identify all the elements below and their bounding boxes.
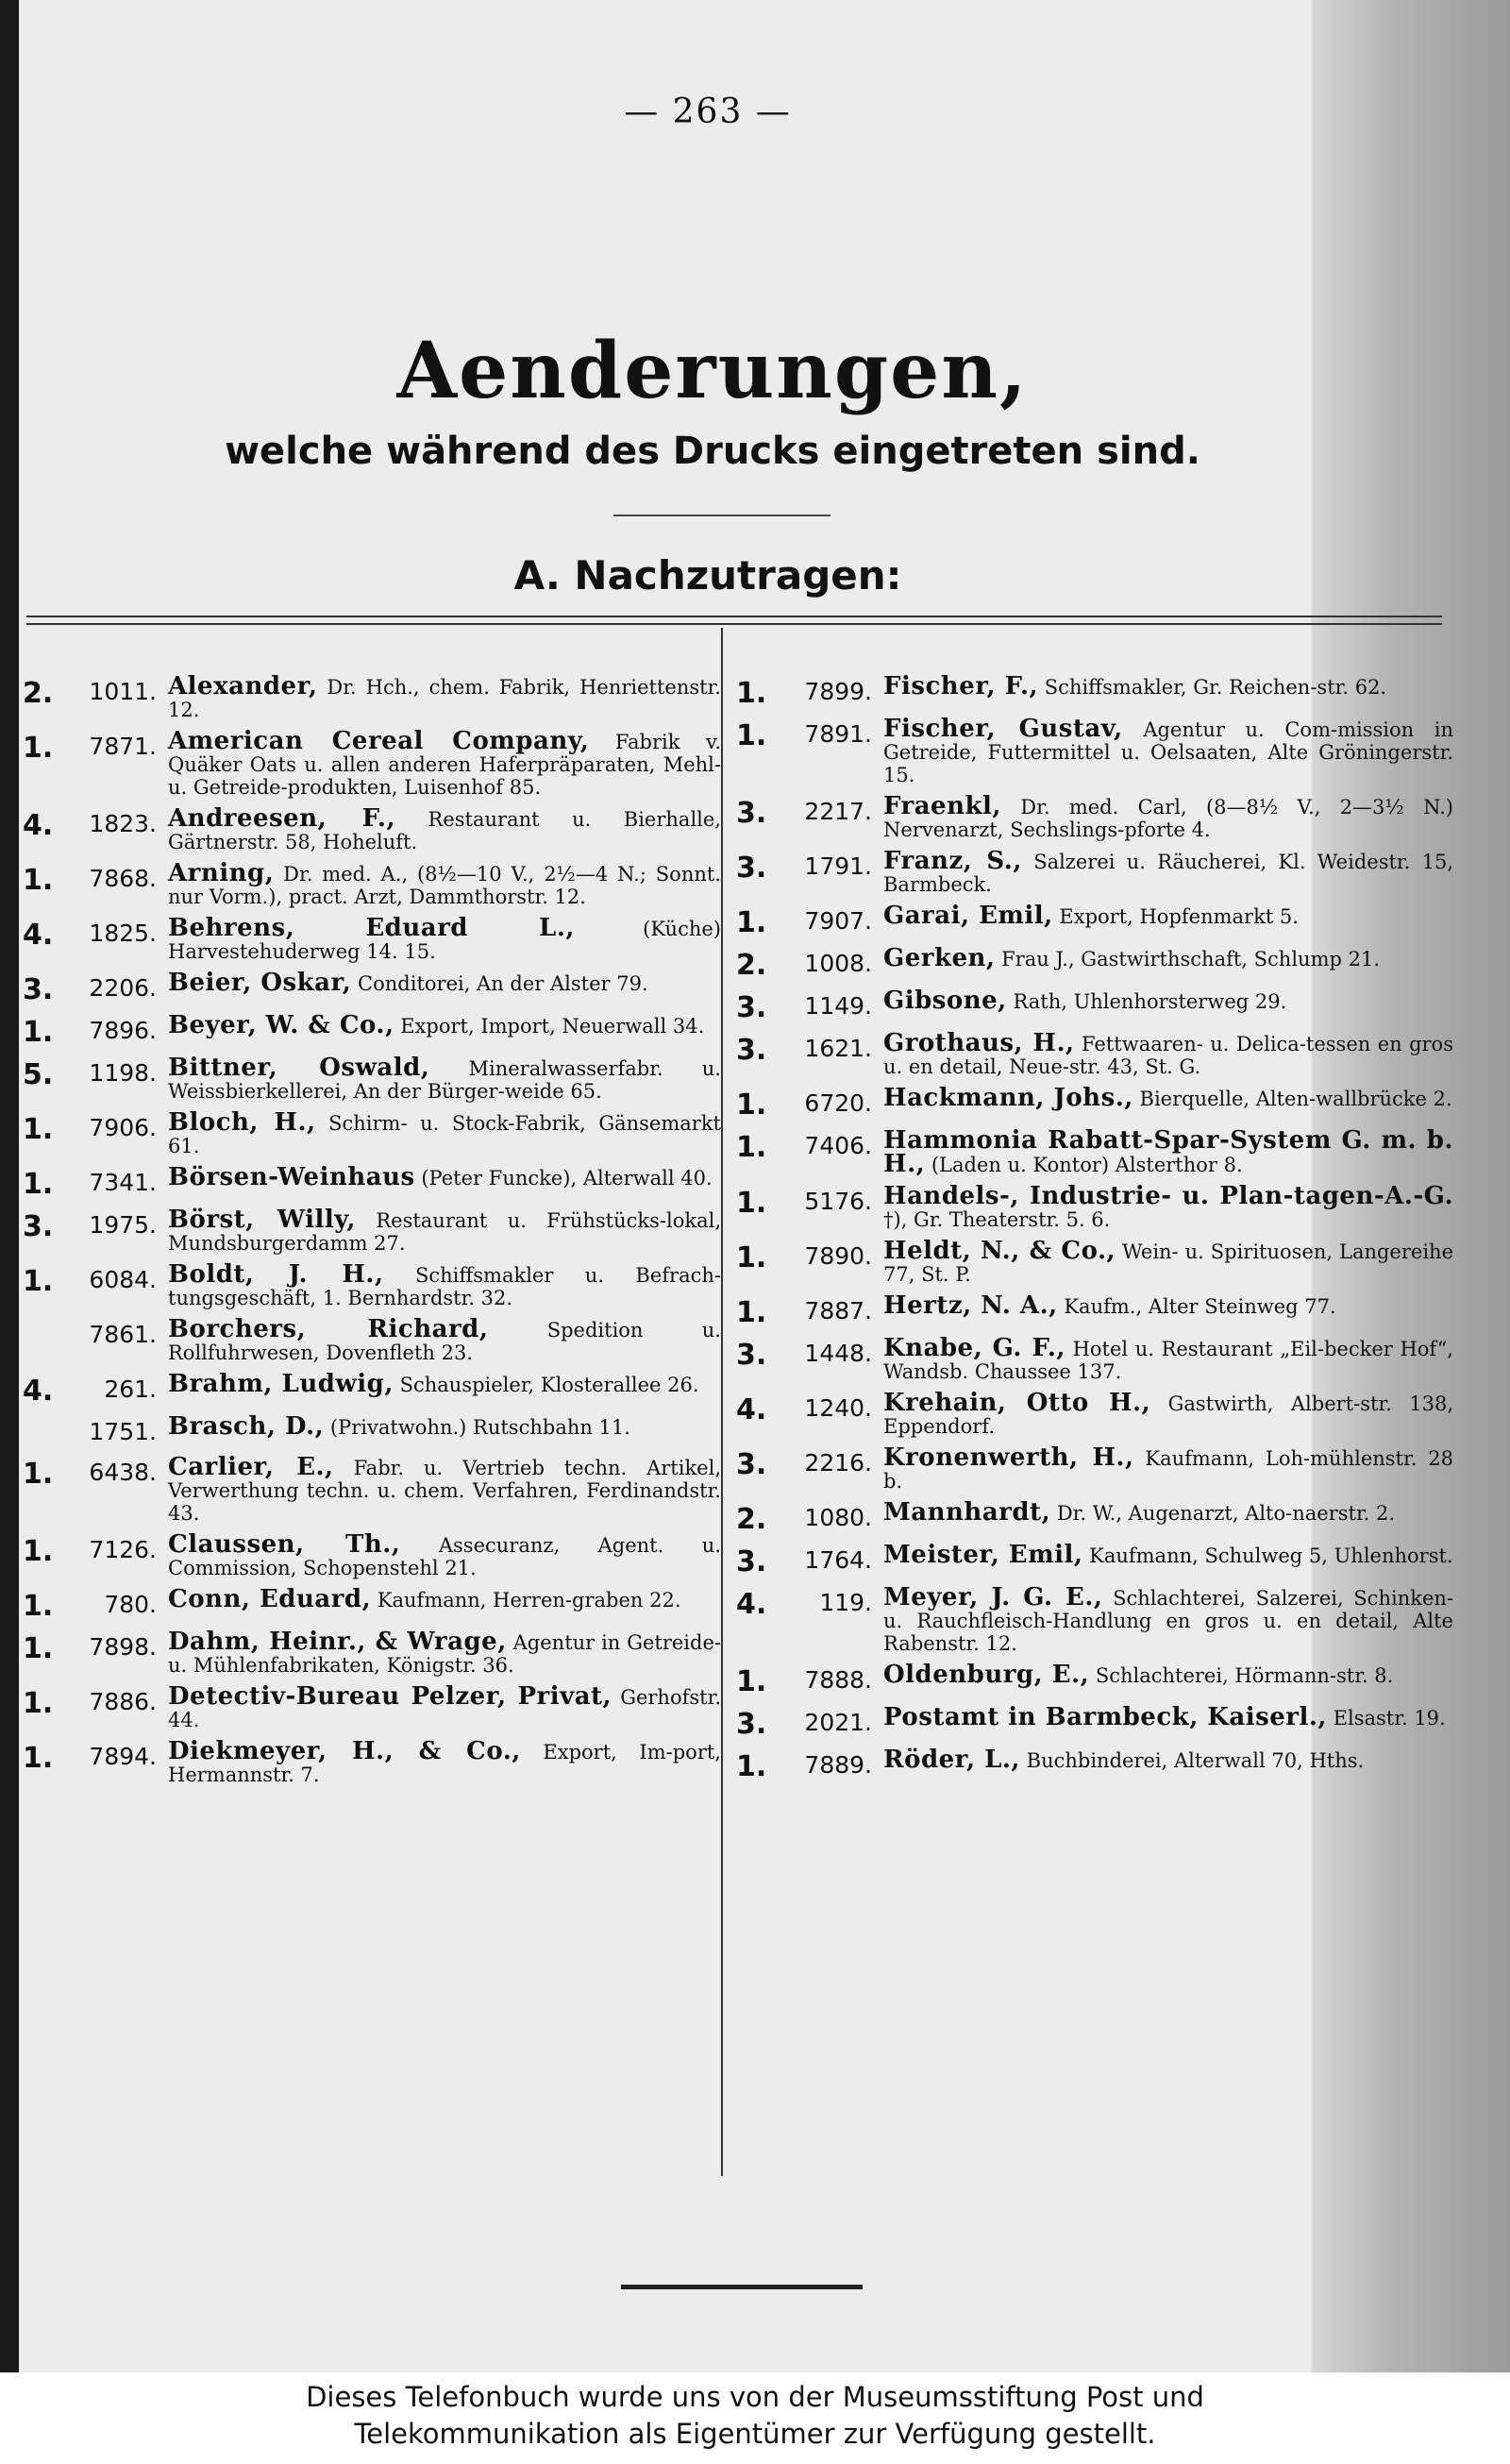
directory-entry: [736, 717, 1453, 786]
entry-text: [157, 1370, 721, 1398]
directory-entry: [23, 1260, 721, 1309]
entry-text: [872, 944, 1453, 972]
entry-exchange: 1.: [736, 1241, 767, 1274]
entry-text: [157, 1737, 721, 1786]
entry-number: 2206.: [89, 974, 157, 1002]
entry-number: 7861.: [89, 1321, 157, 1348]
entry-number: 1975.: [89, 1211, 157, 1239]
entry-text: [872, 1498, 1453, 1527]
entry-number: 7891.: [804, 720, 872, 748]
entry-text: [157, 1056, 721, 1103]
entry-exchange: 1.: [23, 1742, 54, 1775]
entry-details: (Laden u. Kontor) Alsterthor 8.: [931, 1154, 1243, 1176]
entry-number: 7896.: [89, 1017, 157, 1044]
directory-entry: [23, 1056, 721, 1103]
entry-text: [872, 1748, 1453, 1772]
entry-details: Schiffsmakler u. Befrach-tungsgeschäft, 1. Bernhardstr. 32.: [168, 1264, 721, 1309]
entry-name: Carlier, E.,: [168, 1453, 334, 1481]
entry-text: [157, 971, 721, 995]
entry-number: 261.: [104, 1375, 157, 1403]
entry-details: Gastwirth, Albert-str. 138, Eppendorf.: [883, 1392, 1453, 1438]
entry-exchange: 1.: [23, 1168, 54, 1201]
entry-name: Behrens, Eduard L.,: [168, 914, 575, 942]
entry-exchange: 3.: [23, 973, 54, 1006]
entry-exchange: 3.: [736, 1708, 767, 1741]
entry-name: Gerken,: [883, 944, 996, 972]
entry-number: 1751.: [89, 1418, 157, 1445]
directory-entry: [736, 792, 1453, 841]
entry-name: Franz, S.,: [883, 847, 1022, 875]
entry-number: 1621.: [804, 1035, 872, 1062]
entry-number: 1791.: [804, 852, 872, 880]
entry-text: [872, 672, 1453, 700]
directory-entry: [736, 1182, 1453, 1231]
entry-text: [157, 1208, 721, 1255]
entry-name: Börsen-Weinhaus: [168, 1163, 415, 1191]
directory-entry: [736, 1703, 1453, 1741]
entry-number: 7406.: [804, 1132, 872, 1159]
entry-exchange: 1.: [736, 906, 767, 939]
right-column: [736, 672, 1453, 1791]
entry-name: Alexander,: [168, 672, 318, 700]
entry-number: 7887.: [804, 1297, 872, 1325]
entry-exchange: 1.: [736, 1131, 767, 1164]
entry-details: Export, Hopfenmarkt 5.: [1059, 905, 1299, 928]
entry-text: [872, 989, 1453, 1013]
directory-entry: [736, 1334, 1453, 1383]
footer-notice: [0, 2372, 1510, 2464]
entry-details: Restaurant u. Bierhalle, Gärtnerstr. 58, Hoheluft.: [168, 808, 721, 853]
section-title: A. Nachzutragen:: [513, 552, 902, 599]
entry-exchange: 3.: [736, 1545, 767, 1578]
entry-name: Krehain, Otto H.,: [883, 1389, 1151, 1417]
entry-details: Schlachterei, Salzerei, Schinken- u. Rauchfleisch-Handlung en gros u. en detail, Alte Rabenstr. 12.: [883, 1587, 1453, 1655]
directory-entry: [736, 1443, 1453, 1493]
entry-exchange: 3.: [736, 1339, 767, 1372]
entry-name: Fischer, Gustav,: [883, 715, 1123, 743]
directory-entry: [736, 672, 1453, 710]
entry-exchange: 1.: [23, 1687, 54, 1720]
entry-number: 119.: [819, 1589, 872, 1616]
entry-exchange: 3.: [23, 1210, 54, 1243]
entry-details: Mineralwasserfabr. u. Weissbierkellerei, An der Bürger-weide 65.: [168, 1057, 721, 1103]
entry-exchange: 2.: [736, 949, 767, 982]
entry-text: [872, 1583, 1453, 1655]
entry-number: 1448.: [804, 1340, 872, 1367]
entry-number: 7871.: [89, 733, 157, 760]
entry-number: 1825.: [89, 920, 157, 947]
page-number: — 263 —: [624, 93, 792, 131]
directory-entry: [736, 1583, 1453, 1655]
directory-entry: [736, 1029, 1453, 1078]
entry-name: Kronenwerth, H.,: [883, 1443, 1134, 1472]
entry-exchange: 1.: [736, 1296, 767, 1329]
directory-entry: [23, 1412, 721, 1447]
directory-entry: [23, 1682, 721, 1731]
entry-number: 7126.: [89, 1536, 157, 1563]
entry-text: [872, 1703, 1453, 1731]
entry-number: 1823.: [89, 810, 157, 837]
entry-name: Claussen, Th.,: [168, 1530, 401, 1559]
entry-text: [157, 1108, 721, 1157]
entry-details: Dr. med. Carl, (8—8½ V., 2—3½ N.) Nervenarzt, Sechslings-pforte 4.: [883, 796, 1453, 841]
entry-number: 6720.: [804, 1089, 872, 1117]
entry-name: Fraenkl,: [883, 792, 1001, 820]
entry-text: [872, 904, 1453, 928]
entry-details: Salzerei u. Räucherei, Kl. Weidestr. 15, Barmbeck.: [883, 851, 1453, 896]
entry-details: Dr. med. A., (8½—10 V., 2½—4 N.; Sonnt. nur Vorm.), pract. Arzt, Dammthorstr. 12.: [168, 863, 721, 908]
entry-text: [872, 1389, 1453, 1438]
entry-exchange: 4.: [23, 1375, 54, 1408]
entry-name: Arning,: [168, 859, 275, 887]
directory-entry: [736, 847, 1453, 896]
title-divider: [613, 515, 830, 516]
entry-number: 1240.: [804, 1394, 872, 1422]
entry-text: [157, 672, 721, 721]
entry-exchange: 3.: [736, 797, 767, 830]
entry-name: Brasch, D.,: [168, 1412, 325, 1441]
directory-entry: [23, 1163, 721, 1201]
entry-exchange: [23, 1318, 53, 1322]
entry-exchange: 3.: [736, 991, 767, 1024]
entry-exchange: 1.: [736, 1665, 767, 1698]
entry-exchange: 1.: [23, 1590, 54, 1623]
entry-details: (Privatwohn.) Rutschbahn 11.: [329, 1416, 630, 1439]
entry-name: Röder, L.,: [883, 1746, 1020, 1774]
entry-exchange: 2.: [23, 677, 54, 710]
entry-text: [157, 727, 721, 799]
entry-name: Mannhardt,: [883, 1498, 1051, 1527]
directory-entry: [23, 1315, 721, 1364]
directory-entry: [736, 1084, 1453, 1122]
bottom-rule: [621, 2285, 863, 2289]
page-subtitle: welche während des Drucks eingetreten sind.: [225, 430, 1200, 473]
entry-number: 7868.: [89, 865, 157, 892]
entry-text: [157, 859, 721, 908]
entry-name: Grothaus, H.,: [883, 1029, 1075, 1057]
entry-exchange: 4.: [23, 809, 54, 842]
entry-details: Schiffsmakler, Gr. Reichen-str. 62.: [1044, 676, 1387, 699]
entry-number: 6084.: [89, 1266, 157, 1293]
entry-details: Bierquelle, Alten-wallbrücke 2.: [1139, 1088, 1452, 1110]
entry-details: Schauspieler, Klosterallee 26.: [399, 1374, 699, 1396]
entry-details: Frau J., Gastwirthschaft, Schlump 21.: [1001, 948, 1380, 970]
entry-exchange: 1.: [23, 864, 54, 897]
entry-details: Kaufmann, Herren-graben 22.: [377, 1589, 681, 1612]
entry-details: Kaufmann, Schulweg 5, Uhlenhorst.: [1089, 1544, 1453, 1567]
entry-details: Kaufmann, Loh-mühlenstr. 28 b.: [883, 1447, 1453, 1493]
entry-text: [872, 792, 1453, 841]
entry-details: Agentur u. Com-mission in Getreide, Futtermittel u. Oelsaaten, Alte Gröningerstr. 15.: [883, 718, 1453, 786]
entry-number: 2021.: [804, 1709, 872, 1736]
entry-text: [872, 1237, 1453, 1286]
page-title: Aenderungen,: [396, 326, 1029, 416]
entry-text: [157, 914, 721, 963]
entry-exchange: 3.: [736, 1034, 767, 1067]
entry-details: Fabr. u. Vertrieb techn. Artikel, Verwerthung techn. u. chem. Verfahren, Ferdinandstr. 43.: [168, 1457, 721, 1525]
entry-details: (Peter Funcke), Alterwall 40.: [421, 1167, 713, 1190]
entry-text: [157, 1630, 721, 1677]
directory-entry: [23, 672, 721, 721]
entry-exchange: 1.: [736, 677, 767, 710]
left-column: [23, 672, 722, 1795]
entry-details: Schlachterei, Hörmann-str. 8.: [1095, 1664, 1394, 1687]
entry-text: [872, 1541, 1453, 1569]
directory-entry: [23, 1208, 721, 1255]
entry-name: Garai, Emil,: [883, 902, 1053, 930]
entry-number: 1080.: [804, 1504, 872, 1531]
entry-number: 6438.: [89, 1459, 157, 1486]
entry-text: [872, 1334, 1453, 1383]
entry-name: Brahm, Ludwig,: [168, 1370, 394, 1398]
entry-text: [157, 804, 721, 853]
entry-exchange: 1.: [23, 1458, 54, 1491]
entry-number: 7341.: [89, 1169, 157, 1196]
entry-text: [872, 847, 1453, 896]
entry-name: American Cereal Company,: [168, 727, 590, 755]
entry-name: Hammonia Rabatt-Spar-System G. m. b. H.,: [883, 1126, 1453, 1178]
entry-name: Diekmeyer, H., & Co.,: [168, 1737, 521, 1765]
entry-text: [872, 1182, 1453, 1231]
directory-entry: [23, 804, 721, 853]
entry-text: [157, 1453, 721, 1525]
entry-exchange: 3.: [736, 852, 767, 885]
column-divider: [721, 628, 723, 2176]
entry-details: Fettwaaren- u. Delica-tessen en gros u. en detail, Neue-str. 43, St. G.: [883, 1033, 1453, 1078]
directory-entry: [736, 1748, 1453, 1782]
entry-text: [872, 1291, 1453, 1320]
entry-text: [157, 1315, 721, 1364]
directory-entry: [736, 1389, 1453, 1438]
entry-number: 7899.: [804, 678, 872, 705]
entry-number: 7906.: [89, 1114, 157, 1141]
entry-name: Detectiv-Bureau Pelzer, Privat,: [168, 1682, 612, 1711]
entry-details: Rath, Uhlenhorsterweg 29.: [1013, 990, 1287, 1013]
entry-name: Oldenburg, E.,: [883, 1661, 1090, 1689]
entry-number: 5176.: [804, 1188, 872, 1215]
entry-number: 7889.: [804, 1751, 872, 1779]
section-double-rule: [26, 616, 1442, 625]
footer-line-2: Telekommunikation als Eigentümer zur Verfügung gestellt.: [354, 2418, 1156, 2450]
directory-entry: [23, 1370, 721, 1408]
entry-text: [872, 1663, 1453, 1687]
entry-text: [872, 1443, 1453, 1493]
entry-name: Conn, Eduard,: [168, 1585, 372, 1613]
entry-exchange: 1.: [23, 732, 54, 765]
entry-exchange: 1.: [23, 1535, 54, 1568]
entry-text: [157, 1530, 722, 1579]
entry-exchange: 1.: [23, 1632, 54, 1665]
entry-text: [157, 1163, 721, 1191]
entry-details: Dr. Hch., chem. Fabrik, Henriettenstr. 12.: [168, 676, 721, 721]
entry-details: Dr. W., Augenarzt, Alto-naerstr. 2.: [1056, 1502, 1396, 1525]
entry-details: Wein- u. Spirituosen, Langereihe 77, St. P.: [883, 1240, 1453, 1286]
entry-name: Bittner, Oswald,: [168, 1054, 430, 1082]
entry-exchange: 1.: [736, 1089, 767, 1122]
entry-name: Heldt, N., & Co.,: [883, 1237, 1116, 1265]
entry-exchange: 1.: [23, 1265, 54, 1298]
entry-exchange: 4.: [23, 919, 54, 952]
entry-number: 7890.: [804, 1242, 872, 1270]
entry-name: Dahm, Heinr., & Wrage,: [168, 1628, 507, 1656]
entry-exchange: 1.: [23, 1113, 54, 1146]
entry-details: Kaufm., Alter Steinweg 77.: [1064, 1295, 1336, 1318]
entry-name: Beier, Oskar,: [168, 969, 352, 997]
entry-details: Hotel u. Restaurant „Eil-becker Hof“, Wandsb. Chaussee 137.: [883, 1338, 1453, 1383]
directory-entry: [736, 1126, 1453, 1178]
entry-exchange: 3.: [736, 1448, 767, 1481]
directory-entry: [23, 1585, 721, 1623]
entry-number: 7888.: [804, 1666, 872, 1694]
entry-name: Borchers, Richard,: [168, 1315, 489, 1343]
directory-entry: [736, 1237, 1453, 1286]
directory-entry: [736, 1291, 1453, 1329]
entry-details: †), Gr. Theaterstr. 5. 6.: [883, 1208, 1111, 1231]
entry-number: 1149.: [804, 992, 872, 1020]
entry-name: Boldt, J. H.,: [168, 1260, 384, 1289]
directory-entry: [736, 944, 1453, 982]
entry-number: 2216.: [804, 1449, 872, 1477]
entry-number: 1764.: [804, 1546, 872, 1574]
entry-name: Hertz, N. A.,: [883, 1291, 1058, 1320]
directory-entry: [23, 1530, 722, 1579]
entry-text: [872, 1126, 1453, 1178]
entry-details: Buchbinderei, Alterwall 70, Hths.: [1026, 1749, 1365, 1772]
entry-name: Andreesen, F.,: [168, 804, 396, 833]
entry-number: 7898.: [89, 1633, 157, 1661]
entry-exchange: 4.: [736, 1588, 767, 1621]
entry-name: Postamt in Barmbeck, Kaiserl.,: [883, 1703, 1327, 1731]
entry-details: Elsastr. 19.: [1333, 1707, 1446, 1730]
entry-text: [872, 717, 1453, 786]
entry-name: Bloch, H.,: [168, 1108, 316, 1137]
directory-entry: [23, 1630, 721, 1677]
entry-exchange: 1.: [736, 1750, 767, 1783]
entry-exchange: 5.: [23, 1058, 54, 1091]
entry-number: 7886.: [89, 1688, 157, 1715]
entry-name: Gibsone,: [883, 987, 1007, 1015]
entry-details: Export, Im-port, Hermannstr. 7.: [168, 1741, 721, 1786]
directory-entry: [736, 989, 1453, 1023]
entry-name: Beyer, W. & Co.,: [168, 1011, 394, 1039]
entry-text: [157, 1585, 721, 1613]
directory-entry: [736, 904, 1453, 938]
directory-entry: [23, 727, 721, 799]
entry-text: [157, 1412, 721, 1441]
directory-entry: [736, 1498, 1453, 1536]
directory-entry: [23, 859, 721, 908]
entry-exchange: 1.: [23, 1016, 54, 1049]
entry-number: 7894.: [89, 1743, 157, 1770]
entry-number: 1198.: [89, 1059, 157, 1087]
directory-entry: [23, 1011, 721, 1049]
entry-name: Hackmann, Johs.,: [883, 1084, 1133, 1112]
entry-details: Agentur in Getreide- u. Mühlenfabrikaten, Königstr. 36.: [168, 1631, 721, 1677]
entry-text: [157, 1260, 721, 1309]
entry-details: Assecuranz, Agent. u. Commission, Schopenstehl 21.: [168, 1534, 722, 1579]
entry-exchange: 1.: [736, 719, 767, 752]
footer-line-1: Dieses Telefonbuch wurde uns von der Museumsstiftung Post und: [306, 2381, 1204, 2413]
entry-name: Meyer, J. G. E.,: [883, 1583, 1103, 1612]
entry-text: [157, 1011, 721, 1039]
entry-details: Restaurant u. Frühstücks-lokal, Mundsburgerdamm 27.: [168, 1209, 721, 1255]
entry-details: Spedition u. Rollfuhrwesen, Dovenfleth 23.: [168, 1319, 721, 1364]
entry-number: 2217.: [804, 798, 872, 825]
entry-name: Fischer, F.,: [883, 672, 1039, 700]
entry-details: (Küche) Harvestehuderweg 14. 15.: [168, 918, 721, 963]
directory-entry: [23, 1108, 721, 1157]
entry-name: Knabe, G. F.,: [883, 1334, 1065, 1362]
entry-exchange: 4.: [736, 1393, 767, 1426]
entry-details: Gerhofstr. 44.: [168, 1686, 721, 1731]
entry-text: [157, 1682, 721, 1731]
entry-details: Fabrik v. Quäker Oats u. allen anderen Haferpräparaten, Mehl- u. Getreide-produkten, Luisenhof 85.: [168, 731, 721, 799]
directory-entry: [23, 971, 721, 1005]
entry-details: Conditorei, An der Alster 79.: [358, 972, 648, 995]
entry-text: [872, 1084, 1453, 1112]
entry-number: 1011.: [89, 678, 157, 705]
entry-number: 780.: [104, 1591, 157, 1618]
entry-details: Export, Import, Neuerwall 34.: [400, 1015, 705, 1038]
entry-number: 7907.: [804, 907, 872, 935]
directory-entry: [23, 1453, 721, 1525]
directory-entry: [23, 1737, 721, 1786]
entry-text: [872, 1029, 1453, 1078]
directory-entry: [736, 1541, 1453, 1578]
directory-entry: [736, 1663, 1453, 1697]
directory-entry: [23, 914, 721, 963]
entry-name: Börst, Willy,: [168, 1206, 356, 1234]
entry-details: Schirm- u. Stock-Fabrik, Gänsemarkt 61.: [168, 1112, 721, 1157]
entry-name: Handels-, Industrie- u. Plan-tagen-A.-G.: [883, 1182, 1453, 1210]
entry-exchange: 2.: [736, 1503, 767, 1536]
entry-number: 1008.: [804, 950, 872, 977]
entry-exchange: 1.: [736, 1187, 767, 1220]
entry-exchange: [23, 1415, 53, 1419]
entry-name: Meister, Emil,: [883, 1541, 1083, 1569]
